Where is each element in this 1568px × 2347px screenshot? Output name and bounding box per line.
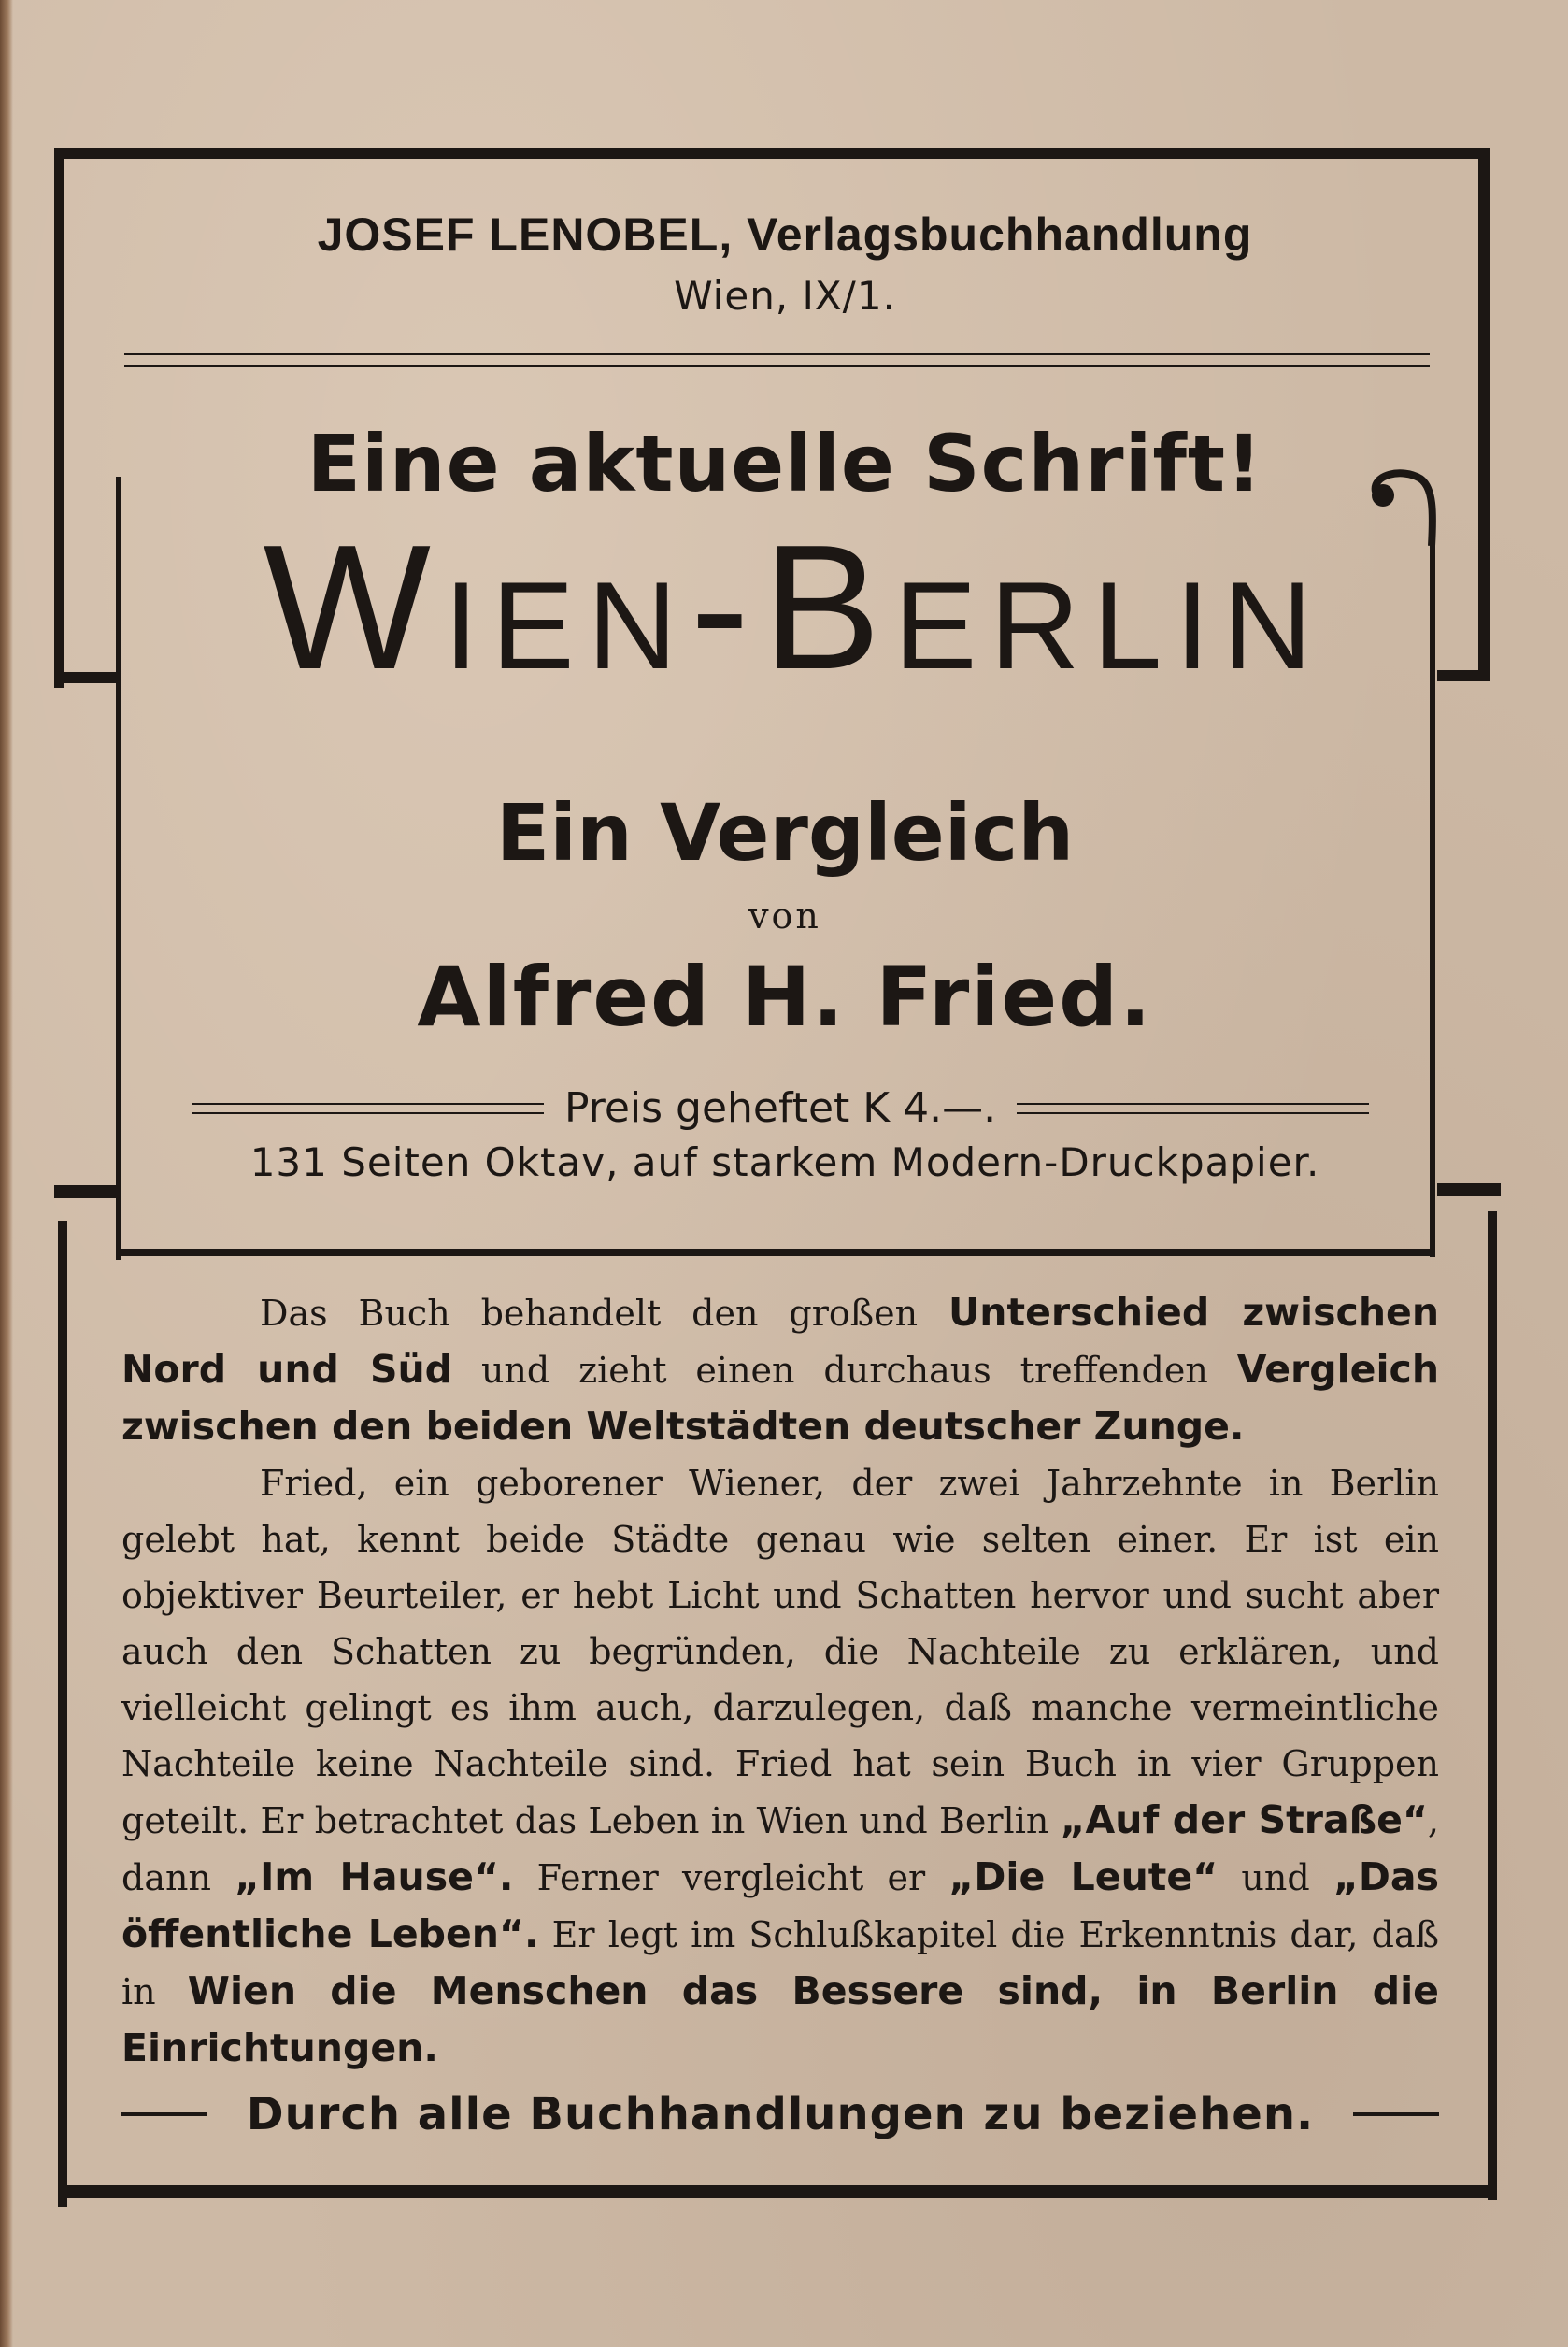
outer-frame-right-lower [1488, 1211, 1497, 2200]
book-subtitle: Ein Vergleich [495, 787, 1075, 879]
closing-dash-left [121, 2112, 207, 2116]
price-text: Preis geheftet K 4.—. [563, 1084, 997, 1132]
tagline: Eine aktuelle Schrift! [306, 418, 1263, 509]
outer-frame-left-lower [58, 1221, 67, 2207]
emphasis: Wien die Menschen das Bessere sind, in Berlin die Einrichtungen. [121, 1968, 1439, 2070]
text-span: und [1218, 1857, 1333, 1898]
price-rule-right [1017, 1103, 1369, 1114]
paragraph-2 [121, 1455, 1439, 2077]
text-span: , dann [121, 1800, 1439, 1898]
closing-text: Durch alle Buchhandlungen zu beziehen. [246, 2088, 1315, 2140]
paragraph-1 [121, 1284, 1439, 1455]
emphasis: „Die Leute“ [948, 1854, 1219, 1899]
price-rule-left [192, 1103, 544, 1114]
inner-frame-bottom [116, 1249, 1435, 1256]
format-info: 131 Seiten Oktav, auf starkem Modern-Druckpapier. [249, 1139, 1320, 1185]
text-span: Ferner vergleicht er [513, 1857, 949, 1898]
closing-line [121, 2088, 1439, 2140]
text-span: Er legt im Schlußkapitel die Erkenntnis dar, daß in [121, 1914, 1439, 2012]
text-span: und zieht einen durchaus treffenden [452, 1350, 1237, 1391]
outer-frame-right-upper [1478, 153, 1490, 680]
outer-frame-bottom [58, 2185, 1495, 2198]
outer-frame-left-upper [54, 148, 64, 688]
author-name: Alfred H. Fried. [417, 949, 1153, 1045]
outer-frame-right-lower-hook [1437, 1183, 1501, 1196]
by-word: von [748, 895, 821, 937]
price-row [192, 1084, 1369, 1132]
text-span: Das Buch behandelt den großen [260, 1293, 948, 1334]
closing-dash-right [1353, 2112, 1439, 2116]
text-span: Fried, ein geborener Wiener, der zwei Jahrzehnte in Berlin gelebt hat, kennt beide Städte genau wie selten einer. Er ist ein objektiver Beurteiler, er hebt Licht und Schatten hervor und sucht aber auch den Schatten zu begründen, die Nachteile zu erklären, und vielleicht gelingt es ihm auch, darzulegen, daß manche vermeintliche Nachteile keine Nachteile sind. Fried hat sein Buch in vier Gruppen geteilt. Er betrachtet das Leben in Wien und Berlin [121, 1463, 1439, 1841]
inner-frame-left [116, 477, 121, 1260]
emphasis: Vergleich zwischen den beiden Weltstädten deutscher Zunge. [121, 1347, 1440, 1449]
emphasis: Unterschied zwischen Nord und Süd [121, 1290, 1440, 1392]
header-rule-top [124, 353, 1430, 355]
outer-frame-left-lower-hook [54, 1185, 116, 1198]
publisher-name: JOSEF LENOBEL, Verlagsbuchhandlung [317, 208, 1253, 261]
emphasis: „Auf der Straße“ [1060, 1797, 1428, 1842]
publisher-address: Wien, IX/1. [674, 273, 896, 319]
outer-frame-left-upper-hook [54, 672, 116, 683]
emphasis: „Das öffentliche Leben“. [121, 1854, 1439, 1956]
header-rule-bottom [124, 365, 1430, 367]
page-edge-shadow [0, 0, 13, 2347]
outer-frame-top [54, 148, 1490, 159]
description-text [121, 1284, 1439, 2077]
emphasis: „Im Hause“. [235, 1854, 514, 1899]
book-title: Wien-Berlin [263, 508, 1326, 707]
